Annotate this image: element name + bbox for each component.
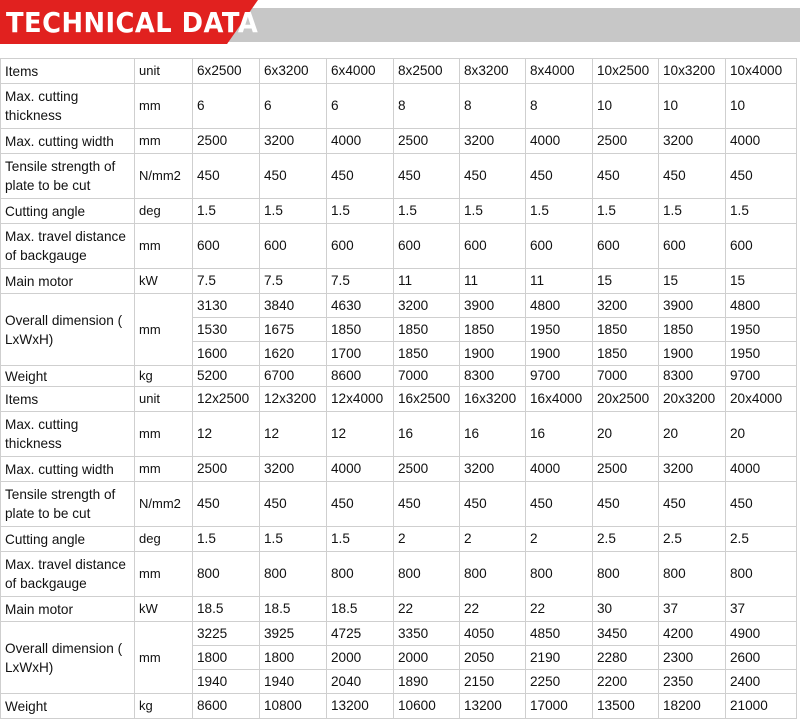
dimension-value-cell: 3840 xyxy=(260,294,327,318)
spec-row xyxy=(1,199,797,224)
weight-value-cell: 7000 xyxy=(593,366,659,387)
spec-value-cell: 1.5 xyxy=(327,527,394,552)
dimension-value-cell: 3200 xyxy=(593,294,659,318)
spec-row xyxy=(1,457,797,482)
model-header-cell: 8x3200 xyxy=(460,59,526,84)
spec-value-cell: 450 xyxy=(193,154,260,199)
dimension-value-cell: 1890 xyxy=(394,670,460,694)
weight-value-cell: 8600 xyxy=(327,366,394,387)
weight-value-cell: 13200 xyxy=(327,694,394,719)
spec-value-cell: 600 xyxy=(526,224,593,269)
weight-value-cell: 8600 xyxy=(193,694,260,719)
dimension-value-cell: 3450 xyxy=(593,622,659,646)
spec-value-cell: 3200 xyxy=(260,457,327,482)
spec-row xyxy=(1,269,797,294)
dimension-value-cell: 1850 xyxy=(394,342,460,366)
spec-value-cell: 12 xyxy=(327,412,394,457)
dimension-value-cell: 3130 xyxy=(193,294,260,318)
spec-row xyxy=(1,154,797,199)
spec-value-cell: 600 xyxy=(460,224,526,269)
spec-value-cell: 7.5 xyxy=(327,269,394,294)
spec-row xyxy=(1,482,797,527)
spec-value-cell: 450 xyxy=(327,154,394,199)
spec-value-cell: 10 xyxy=(659,84,726,129)
spec-value-cell: 450 xyxy=(726,154,797,199)
dimension-value-cell: 2300 xyxy=(659,646,726,670)
spec-label-cell: Tensile strength of plate to be cut xyxy=(1,482,135,527)
spec-value-cell: 3200 xyxy=(659,129,726,154)
dimension-unit-cell: mm xyxy=(135,294,193,366)
dimension-value-cell: 1800 xyxy=(193,646,260,670)
spec-label-cell: Cutting angle xyxy=(1,527,135,552)
spec-value-cell: 3200 xyxy=(460,129,526,154)
spec-value-cell: 1.5 xyxy=(193,527,260,552)
spec-value-cell: 600 xyxy=(726,224,797,269)
weight-value-cell: 13500 xyxy=(593,694,659,719)
spec-unit-cell: mm xyxy=(135,552,193,597)
dimension-value-cell: 1940 xyxy=(193,670,260,694)
dimension-row xyxy=(1,622,797,646)
weight-value-cell: 5200 xyxy=(193,366,260,387)
technical-data-table xyxy=(0,58,797,719)
dimension-value-cell: 4200 xyxy=(659,622,726,646)
spec-value-cell: 600 xyxy=(593,224,659,269)
dimension-value-cell: 1850 xyxy=(593,342,659,366)
spec-value-cell: 450 xyxy=(593,154,659,199)
spec-value-cell: 450 xyxy=(260,482,327,527)
items-header-cell: Items xyxy=(1,59,135,84)
items-header-cell: Items xyxy=(1,387,135,412)
spec-value-cell: 15 xyxy=(659,269,726,294)
spec-value-cell: 800 xyxy=(526,552,593,597)
weight-label-cell: Weight xyxy=(1,694,135,719)
dimension-value-cell: 2600 xyxy=(726,646,797,670)
spec-value-cell: 30 xyxy=(593,597,659,622)
spec-value-cell: 800 xyxy=(460,552,526,597)
weight-unit-cell: kg xyxy=(135,366,193,387)
model-header-cell: 20x4000 xyxy=(726,387,797,412)
spec-value-cell: 2 xyxy=(460,527,526,552)
spec-unit-cell: N/mm2 xyxy=(135,482,193,527)
dimension-value-cell: 1950 xyxy=(726,318,797,342)
spec-value-cell: 450 xyxy=(526,154,593,199)
spec-value-cell: 800 xyxy=(726,552,797,597)
model-header-cell: 6x3200 xyxy=(260,59,327,84)
model-header-cell: 12x2500 xyxy=(193,387,260,412)
dimension-value-cell: 2250 xyxy=(526,670,593,694)
spec-value-cell: 600 xyxy=(659,224,726,269)
table-header-row xyxy=(1,59,797,84)
dimension-value-cell: 3350 xyxy=(394,622,460,646)
header-banner xyxy=(0,0,800,50)
spec-label-cell: Main motor xyxy=(1,269,135,294)
table-header-row xyxy=(1,387,797,412)
spec-value-cell: 20 xyxy=(593,412,659,457)
model-header-cell: 10x3200 xyxy=(659,59,726,84)
spec-value-cell: 800 xyxy=(260,552,327,597)
weight-row xyxy=(1,694,797,719)
spec-value-cell: 8 xyxy=(394,84,460,129)
spec-label-cell: Max. cutting width xyxy=(1,129,135,154)
model-header-cell: 20x3200 xyxy=(659,387,726,412)
spec-value-cell: 7.5 xyxy=(260,269,327,294)
spec-value-cell: 11 xyxy=(526,269,593,294)
weight-value-cell: 18200 xyxy=(659,694,726,719)
dimension-label-cell: Overall dimension ( LxWxH) xyxy=(1,622,135,694)
weight-value-cell: 6700 xyxy=(260,366,327,387)
spec-value-cell: 16 xyxy=(460,412,526,457)
spec-row xyxy=(1,412,797,457)
spec-value-cell: 800 xyxy=(394,552,460,597)
spec-unit-cell: mm xyxy=(135,457,193,482)
spec-value-cell: 1.5 xyxy=(193,199,260,224)
dimension-value-cell: 2000 xyxy=(327,646,394,670)
spec-value-cell: 15 xyxy=(593,269,659,294)
spec-unit-cell: kW xyxy=(135,597,193,622)
spec-value-cell: 1.5 xyxy=(260,527,327,552)
spec-value-cell: 4000 xyxy=(526,457,593,482)
model-header-cell: 10x4000 xyxy=(726,59,797,84)
spec-unit-cell: deg xyxy=(135,527,193,552)
spec-value-cell: 11 xyxy=(394,269,460,294)
spec-value-cell: 22 xyxy=(526,597,593,622)
spec-value-cell: 800 xyxy=(659,552,726,597)
spec-value-cell: 1.5 xyxy=(593,199,659,224)
dimension-value-cell: 1850 xyxy=(460,318,526,342)
spec-value-cell: 2500 xyxy=(593,129,659,154)
dimension-value-cell: 4850 xyxy=(526,622,593,646)
spec-label-cell: Main motor xyxy=(1,597,135,622)
spec-value-cell: 600 xyxy=(327,224,394,269)
spec-label-cell: Cutting angle xyxy=(1,199,135,224)
spec-value-cell: 600 xyxy=(260,224,327,269)
weight-value-cell: 7000 xyxy=(394,366,460,387)
dimension-value-cell: 2200 xyxy=(593,670,659,694)
spec-value-cell: 450 xyxy=(593,482,659,527)
dimension-value-cell: 3925 xyxy=(260,622,327,646)
dimension-value-cell: 1900 xyxy=(526,342,593,366)
spec-value-cell: 22 xyxy=(460,597,526,622)
spec-value-cell: 20 xyxy=(726,412,797,457)
dimension-value-cell: 1700 xyxy=(327,342,394,366)
spec-unit-cell: kW xyxy=(135,269,193,294)
dimension-value-cell: 2280 xyxy=(593,646,659,670)
dimension-value-cell: 2150 xyxy=(460,670,526,694)
spec-unit-cell: N/mm2 xyxy=(135,154,193,199)
weight-value-cell: 17000 xyxy=(526,694,593,719)
model-header-cell: 12x3200 xyxy=(260,387,327,412)
dimension-value-cell: 3900 xyxy=(460,294,526,318)
spec-label-cell: Max. cutting width xyxy=(1,457,135,482)
spec-value-cell: 3200 xyxy=(659,457,726,482)
spec-unit-cell: mm xyxy=(135,412,193,457)
weight-value-cell: 21000 xyxy=(726,694,797,719)
spec-value-cell: 2500 xyxy=(394,457,460,482)
spec-row xyxy=(1,129,797,154)
spec-label-cell: Max. cutting thickness xyxy=(1,84,135,129)
spec-value-cell: 12 xyxy=(260,412,327,457)
dimension-value-cell: 1850 xyxy=(327,318,394,342)
dimension-value-cell: 1600 xyxy=(193,342,260,366)
model-header-cell: 8x4000 xyxy=(526,59,593,84)
dimension-label-cell: Overall dimension ( LxWxH) xyxy=(1,294,135,366)
dimension-value-cell: 1850 xyxy=(593,318,659,342)
dimension-value-cell: 1950 xyxy=(526,318,593,342)
spec-value-cell: 6 xyxy=(260,84,327,129)
spec-value-cell: 2500 xyxy=(593,457,659,482)
spec-value-cell: 18.5 xyxy=(193,597,260,622)
spec-value-cell: 10 xyxy=(726,84,797,129)
spec-unit-cell: mm xyxy=(135,84,193,129)
spec-value-cell: 20 xyxy=(659,412,726,457)
unit-header-cell: unit xyxy=(135,59,193,84)
model-header-cell: 20x2500 xyxy=(593,387,659,412)
spec-label-cell: Max. travel distance of backgauge xyxy=(1,224,135,269)
spec-unit-cell: mm xyxy=(135,224,193,269)
model-header-cell: 10x2500 xyxy=(593,59,659,84)
dimension-value-cell: 4630 xyxy=(327,294,394,318)
spec-row xyxy=(1,224,797,269)
spec-value-cell: 12 xyxy=(193,412,260,457)
spec-value-cell: 800 xyxy=(327,552,394,597)
spec-value-cell: 4000 xyxy=(726,457,797,482)
dimension-value-cell: 4800 xyxy=(726,294,797,318)
spec-value-cell: 15 xyxy=(726,269,797,294)
spec-value-cell: 2 xyxy=(394,527,460,552)
weight-value-cell: 8300 xyxy=(460,366,526,387)
spec-value-cell: 10 xyxy=(593,84,659,129)
spec-value-cell: 450 xyxy=(327,482,394,527)
dimension-value-cell: 3900 xyxy=(659,294,726,318)
spec-label-cell: Tensile strength of plate to be cut xyxy=(1,154,135,199)
spec-row xyxy=(1,552,797,597)
spec-value-cell: 1.5 xyxy=(726,199,797,224)
spec-value-cell: 11 xyxy=(460,269,526,294)
spec-row xyxy=(1,527,797,552)
spec-value-cell: 4000 xyxy=(526,129,593,154)
spec-row xyxy=(1,84,797,129)
dimension-value-cell: 1675 xyxy=(260,318,327,342)
weight-label-cell: Weight xyxy=(1,366,135,387)
spec-value-cell: 450 xyxy=(460,154,526,199)
spec-value-cell: 3200 xyxy=(460,457,526,482)
spec-value-cell: 450 xyxy=(394,482,460,527)
weight-value-cell: 13200 xyxy=(460,694,526,719)
dimension-value-cell: 1530 xyxy=(193,318,260,342)
spec-value-cell: 4000 xyxy=(327,129,394,154)
dimension-value-cell: 1850 xyxy=(394,318,460,342)
dimension-value-cell: 1900 xyxy=(460,342,526,366)
spec-value-cell: 2500 xyxy=(193,457,260,482)
spec-value-cell: 4000 xyxy=(327,457,394,482)
spec-label-cell: Max. travel distance of backgauge xyxy=(1,552,135,597)
spec-value-cell: 1.5 xyxy=(260,199,327,224)
spec-value-cell: 450 xyxy=(193,482,260,527)
weight-value-cell: 8300 xyxy=(659,366,726,387)
model-header-cell: 16x3200 xyxy=(460,387,526,412)
spec-value-cell: 1.5 xyxy=(394,199,460,224)
page-title: TECHNICAL DATA xyxy=(6,6,259,39)
spec-value-cell: 1.5 xyxy=(526,199,593,224)
weight-row xyxy=(1,366,797,387)
spec-value-cell: 2.5 xyxy=(726,527,797,552)
spec-value-cell: 450 xyxy=(526,482,593,527)
spec-value-cell: 450 xyxy=(260,154,327,199)
spec-value-cell: 800 xyxy=(193,552,260,597)
spec-value-cell: 37 xyxy=(659,597,726,622)
model-header-cell: 16x2500 xyxy=(394,387,460,412)
spec-value-cell: 2500 xyxy=(394,129,460,154)
spec-value-cell: 450 xyxy=(726,482,797,527)
dimension-value-cell: 3225 xyxy=(193,622,260,646)
spec-value-cell: 600 xyxy=(394,224,460,269)
spec-value-cell: 2.5 xyxy=(659,527,726,552)
spec-label-cell: Max. cutting thickness xyxy=(1,412,135,457)
spec-value-cell: 800 xyxy=(593,552,659,597)
dimension-value-cell: 1900 xyxy=(659,342,726,366)
spec-value-cell: 16 xyxy=(394,412,460,457)
spec-value-cell: 6 xyxy=(193,84,260,129)
spec-value-cell: 2 xyxy=(526,527,593,552)
spec-value-cell: 18.5 xyxy=(327,597,394,622)
weight-value-cell: 10800 xyxy=(260,694,327,719)
spec-value-cell: 37 xyxy=(726,597,797,622)
spec-row xyxy=(1,597,797,622)
weight-value-cell: 9700 xyxy=(526,366,593,387)
spec-value-cell: 2500 xyxy=(193,129,260,154)
spec-unit-cell: mm xyxy=(135,129,193,154)
weight-value-cell: 9700 xyxy=(726,366,797,387)
dimension-value-cell: 4050 xyxy=(460,622,526,646)
model-header-cell: 6x2500 xyxy=(193,59,260,84)
dimension-value-cell: 4900 xyxy=(726,622,797,646)
dimension-value-cell: 4725 xyxy=(327,622,394,646)
dimension-value-cell: 1950 xyxy=(726,342,797,366)
spec-value-cell: 600 xyxy=(193,224,260,269)
dimension-value-cell: 2350 xyxy=(659,670,726,694)
model-header-cell: 6x4000 xyxy=(327,59,394,84)
dimension-value-cell: 3200 xyxy=(394,294,460,318)
spec-value-cell: 16 xyxy=(526,412,593,457)
model-header-cell: 8x2500 xyxy=(394,59,460,84)
dimension-value-cell: 1940 xyxy=(260,670,327,694)
dimension-value-cell: 2040 xyxy=(327,670,394,694)
dimension-unit-cell: mm xyxy=(135,622,193,694)
dimension-value-cell: 2190 xyxy=(526,646,593,670)
spec-value-cell: 450 xyxy=(394,154,460,199)
spec-value-cell: 1.5 xyxy=(327,199,394,224)
spec-value-cell: 2.5 xyxy=(593,527,659,552)
spec-value-cell: 8 xyxy=(460,84,526,129)
dimension-value-cell: 1850 xyxy=(659,318,726,342)
dimension-value-cell: 1800 xyxy=(260,646,327,670)
spec-value-cell: 6 xyxy=(327,84,394,129)
model-header-cell: 16x4000 xyxy=(526,387,593,412)
spec-value-cell: 450 xyxy=(659,482,726,527)
spec-value-cell: 450 xyxy=(460,482,526,527)
dimension-value-cell: 2400 xyxy=(726,670,797,694)
spec-value-cell: 1.5 xyxy=(659,199,726,224)
dimension-row xyxy=(1,294,797,318)
dimension-value-cell: 1620 xyxy=(260,342,327,366)
dimension-value-cell: 4800 xyxy=(526,294,593,318)
weight-unit-cell: kg xyxy=(135,694,193,719)
spec-value-cell: 18.5 xyxy=(260,597,327,622)
spec-value-cell: 4000 xyxy=(726,129,797,154)
unit-header-cell: unit xyxy=(135,387,193,412)
spec-value-cell: 1.5 xyxy=(460,199,526,224)
spec-value-cell: 450 xyxy=(659,154,726,199)
spec-value-cell: 22 xyxy=(394,597,460,622)
dimension-value-cell: 2000 xyxy=(394,646,460,670)
weight-value-cell: 10600 xyxy=(394,694,460,719)
spec-value-cell: 3200 xyxy=(260,129,327,154)
spec-value-cell: 7.5 xyxy=(193,269,260,294)
spec-unit-cell: deg xyxy=(135,199,193,224)
spec-value-cell: 8 xyxy=(526,84,593,129)
dimension-value-cell: 2050 xyxy=(460,646,526,670)
model-header-cell: 12x4000 xyxy=(327,387,394,412)
